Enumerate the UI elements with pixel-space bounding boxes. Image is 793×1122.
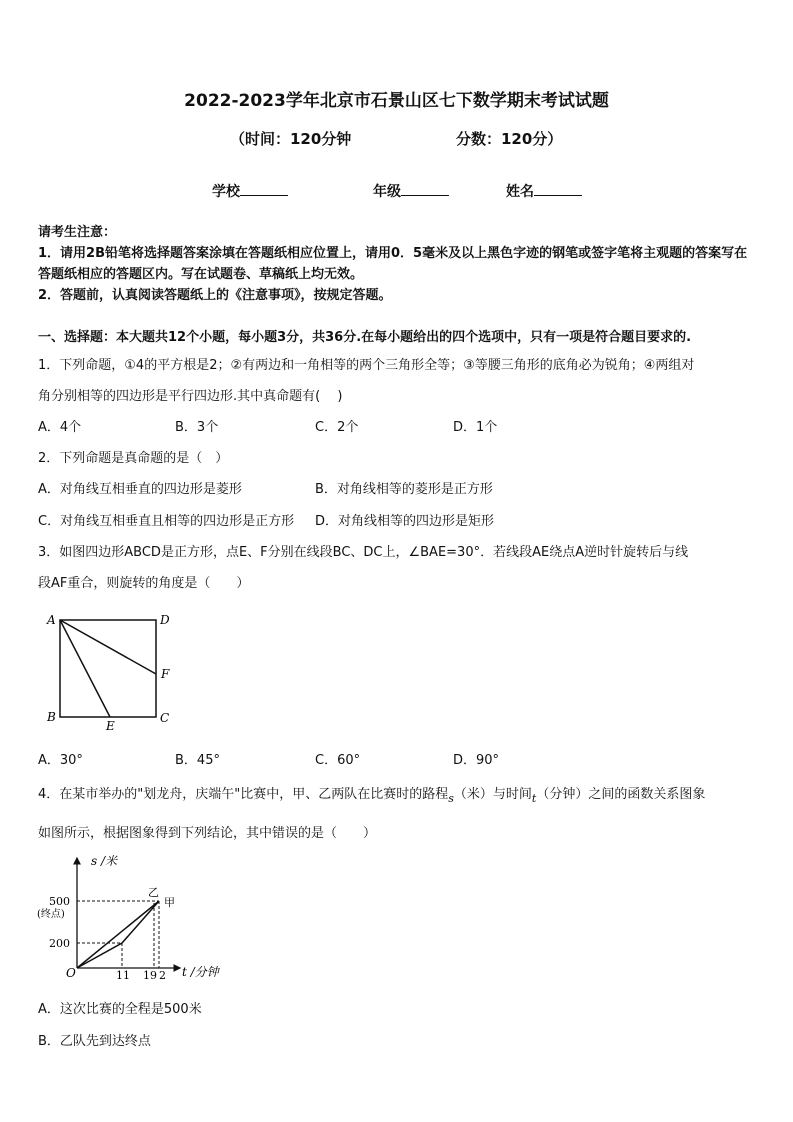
exam-score: 分数：120分） (456, 130, 563, 148)
q3-square-figure (40, 606, 180, 734)
notice-item-2: 2．答题前，认真阅读答题纸上的《注意事项》，按规定答题。 (38, 288, 392, 303)
x-axis-label: t /分钟 (182, 965, 219, 979)
q4-var-s: s (448, 792, 454, 805)
q1-option-b[interactable]: B．3个 (175, 420, 219, 435)
q3-option-b[interactable]: B．45° (175, 753, 220, 768)
q4-line1-part1: 4．在某市举办的"划龙舟，庆端午"比赛中，甲、乙两队在比赛时的路程 (38, 787, 449, 802)
point-a-label: A (47, 613, 56, 627)
q1-option-d[interactable]: D．1个 (453, 420, 498, 435)
point-c-label: C (160, 711, 170, 725)
name-blank[interactable] (534, 183, 582, 196)
point-d-label: D (160, 613, 170, 627)
q3-option-d[interactable]: D．90° (453, 753, 500, 768)
grade-field (373, 181, 449, 201)
x-tick-2: 2 (159, 969, 166, 982)
point-f-label: F (161, 667, 170, 681)
school-label: 学校 (212, 184, 240, 200)
q4-graph-figure (30, 850, 235, 985)
q2-option-d[interactable]: D．对角线相等的四边形是矩形 (315, 514, 495, 529)
grade-blank[interactable] (401, 183, 449, 196)
q1-line2: 角分别相等的四边形是平行四边形.其中真命题有( ) (38, 389, 343, 404)
q3-option-c[interactable]: C．60° (315, 753, 361, 768)
point-e-label: E (106, 719, 115, 733)
q3-line1: 3．如图四边形ABCD是正方形，点E、F分别在线段BC、DC上，∠BAE=30°．若线段AE绕点A逆时针旋转后与线 (38, 545, 689, 560)
school-blank[interactable] (240, 183, 288, 196)
q4-line2: 如图所示，根据图象得到下列结论，其中错误的是（ ） (38, 826, 377, 841)
q4-var-t: t (531, 792, 537, 805)
y-axis-label: s /米 (91, 854, 118, 868)
grade-label: 年级 (373, 184, 401, 200)
y-tick-finish: (终点) (37, 909, 65, 920)
section1-heading: 一、选择题：本大题共12个小题，每小题3分，共36分.在每小题给出的四个选项中，只有一项是符合题目要求的. (38, 330, 692, 345)
page-title: 2022-2023学年北京市石景山区七下数学期末考试试题 (184, 91, 609, 111)
x-tick-19: 19 (143, 969, 157, 982)
q3-line2: 段AF重合，则旋转的角度是（ ） (38, 576, 250, 591)
line-jia (77, 901, 159, 968)
q4-option-b[interactable]: B．乙队先到达终点 (38, 1034, 151, 1049)
q4-line1 (38, 783, 706, 805)
notice-heading: 请考生注意： (38, 225, 117, 240)
label-jia: 甲 (164, 896, 175, 909)
q1-option-c[interactable]: C．2个 (315, 420, 359, 435)
q1-option-a[interactable]: A．4个 (38, 420, 82, 435)
origin-label: O (66, 966, 76, 980)
x-tick-11: 11 (116, 969, 130, 982)
q4-line1-part2: （米）与时间 (453, 787, 532, 802)
point-b-label: B (47, 710, 56, 724)
school-field (212, 181, 288, 201)
notice-block (38, 222, 758, 306)
name-field (506, 181, 582, 201)
q4-option-a[interactable]: A．这次比赛的全程是500米 (38, 1002, 202, 1017)
label-yi: 乙 (148, 886, 159, 899)
square-abcd (60, 620, 156, 717)
q2-option-c[interactable]: C．对角线互相垂直且相等的四边形是正方形 (38, 514, 295, 529)
y-tick-500: 500 (49, 895, 70, 908)
notice-item-1: 1．请用2B铅笔将选择题答案涂填在答题纸相应位置上，请用0．5毫米及以上黑色字迹的钢笔或签字笔将主观题的答案写在答题纸相应的答题区内。写在试题卷、草稿纸上均无效。 (38, 246, 748, 282)
q2-stem: 2．下列命题是真命题的是（ ） (38, 451, 229, 466)
exam-time: （时间：120分钟 (230, 130, 352, 148)
q2-option-a[interactable]: A．对角线互相垂直的四边形是菱形 (38, 482, 242, 497)
q2-option-b[interactable]: B．对角线相等的菱形是正方形 (315, 482, 493, 497)
q4-line1-part3: （分钟）之间的函数关系图象 (536, 787, 706, 802)
name-label: 姓名 (506, 184, 534, 200)
y-tick-200: 200 (49, 937, 70, 950)
q1-line1: 1．下列命题，①4的平方根是2；②有两边和一角相等的两个三角形全等；③等腰三角形的底角必为锐角；④两组对 (38, 358, 695, 373)
q3-option-a[interactable]: A．30° (38, 753, 83, 768)
